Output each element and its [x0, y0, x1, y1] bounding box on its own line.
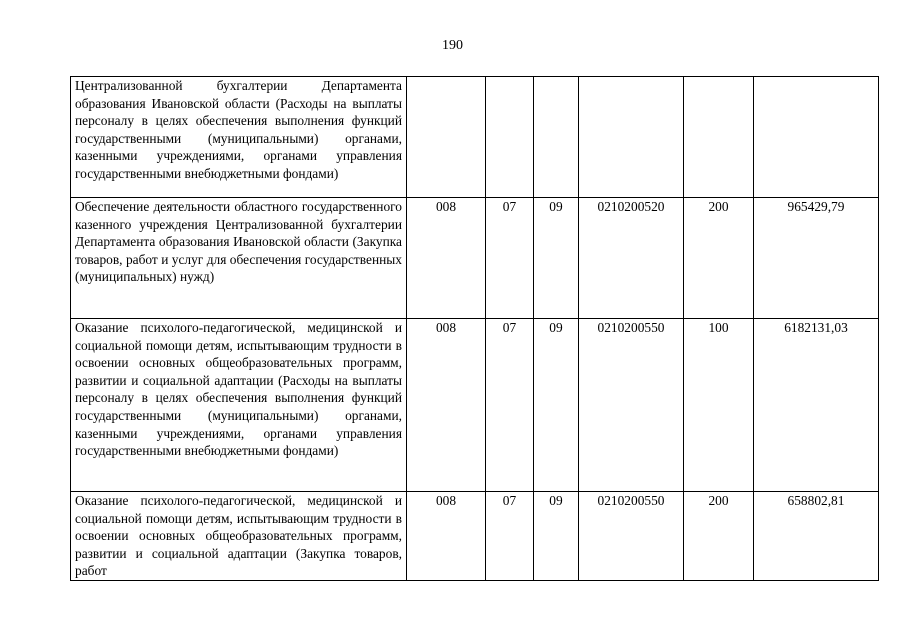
budget-table [70, 76, 879, 581]
ministry-code-cell [407, 77, 486, 198]
target-article-cell: 0210200550 [579, 492, 684, 581]
expense-type-cell: 100 [684, 319, 754, 492]
subsection-code-cell: 09 [534, 198, 579, 319]
table-row [71, 319, 879, 492]
amount-cell: 965429,79 [754, 198, 879, 319]
section-code-cell: 07 [486, 319, 534, 492]
target-article-cell: 0210200550 [579, 319, 684, 492]
ministry-code-cell: 008 [407, 492, 486, 581]
table-row [71, 198, 879, 319]
ministry-code-cell: 008 [407, 319, 486, 492]
subsection-code-cell: 09 [534, 319, 579, 492]
expense-type-cell [684, 77, 754, 198]
amount-cell: 658802,81 [754, 492, 879, 581]
section-code-cell [486, 77, 534, 198]
row-description: Оказание психолого-педагогической, медицинской и социальной помощи детям, испытывающим трудности в освоении основных общеобразовательных программ, развитии и социальной адаптации (Закупка товаров, работ [71, 492, 407, 581]
expense-type-cell: 200 [684, 492, 754, 581]
row-description: Централизованной бухгалтерии Департамента образования Ивановской области (Расходы на выплаты персоналу в целях обеспечения выполнения функций государственными (муниципальными) органами, казенными учреждениями, органами управления государственными внебюджетными фондами) [71, 77, 407, 198]
amount-cell: 6182131,03 [754, 319, 879, 492]
subsection-code-cell: 09 [534, 492, 579, 581]
target-article-cell: 0210200520 [579, 198, 684, 319]
section-code-cell: 07 [486, 492, 534, 581]
table-row [71, 492, 879, 581]
expense-type-cell: 200 [684, 198, 754, 319]
row-description: Оказание психолого-педагогической, медицинской и социальной помощи детям, испытывающим трудности в освоении основных общеобразовательных программ, развитии и социальной адаптации (Расходы на выплаты персоналу в целях обеспечения выполнения функций государственными (муниципальными) органами, казенными учреждениями, органами управления государственными внебюджетными фондами) [71, 319, 407, 492]
subsection-code-cell [534, 77, 579, 198]
page-number: 190 [442, 38, 463, 53]
ministry-code-cell: 008 [407, 198, 486, 319]
target-article-cell [579, 77, 684, 198]
amount-cell [754, 77, 879, 198]
table-row [71, 77, 879, 198]
row-description: Обеспечение деятельности областного государственного казенного учреждения Централизованной бухгалтерии Департамента образования Ивановской области (Закупка товаров, работ и услуг для обеспечения государственных (муниципальных) нужд) [71, 198, 407, 319]
section-code-cell: 07 [486, 198, 534, 319]
